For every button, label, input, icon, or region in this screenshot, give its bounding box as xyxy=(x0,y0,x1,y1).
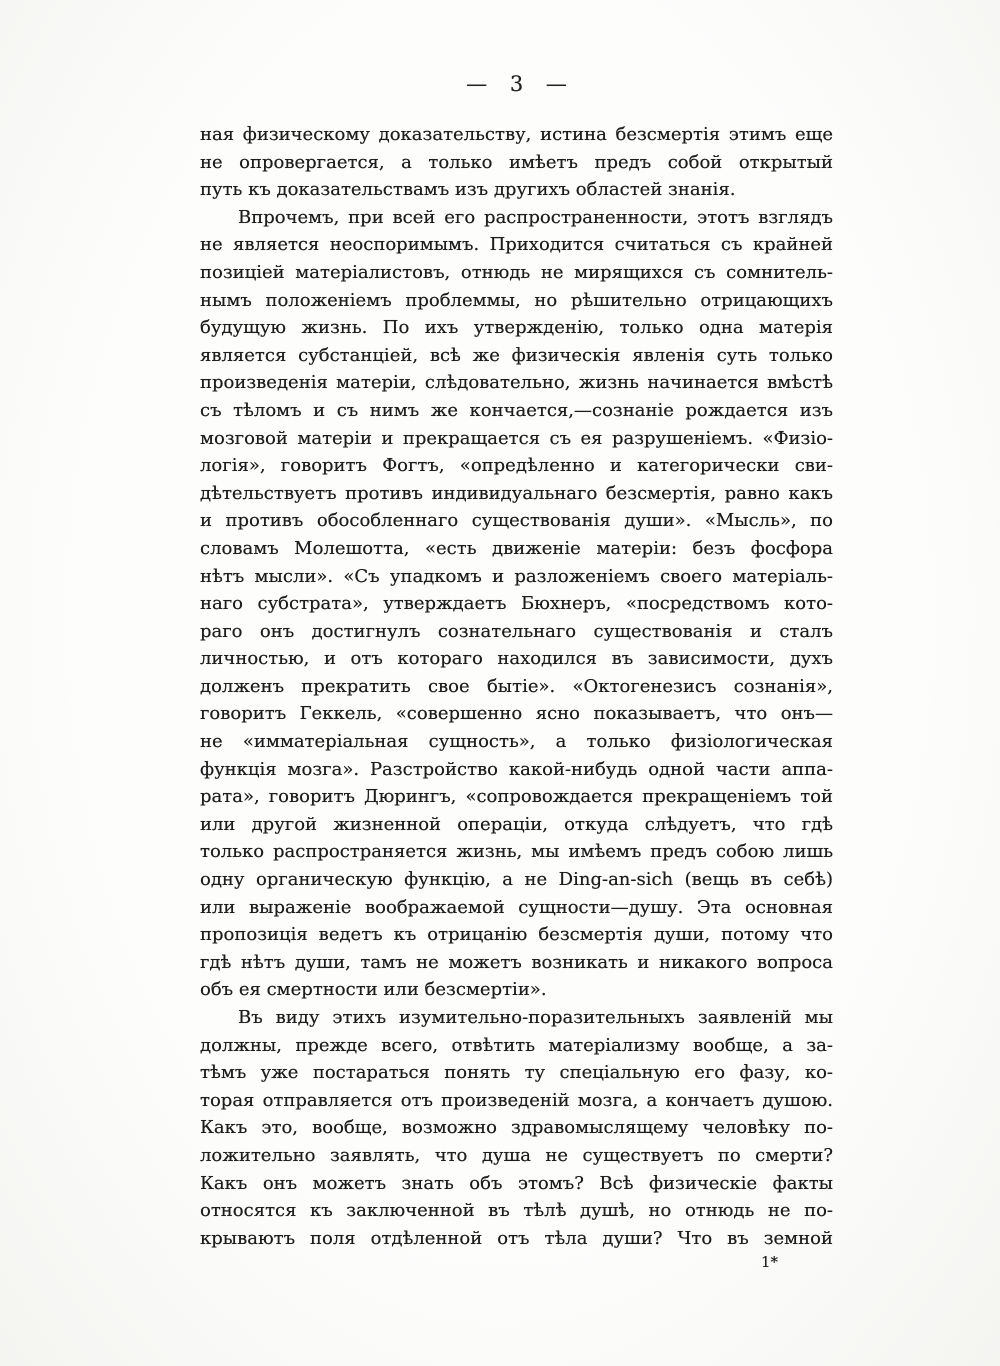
text-line: не является неоспоримымъ. Приходится считаться съ крайней xyxy=(200,234,833,256)
text-line: и противъ обособленнаго существованія души». «Мысль», по xyxy=(200,510,833,532)
text-line: путь къ доказательствамъ изъ другихъ областей знанія. xyxy=(200,179,736,201)
text-line: долженъ прекратить свое бытіе». «Октогенезисъ сознанія», xyxy=(200,675,833,697)
page-number: — 3 — xyxy=(466,72,567,96)
text-line: только распространяется жизнь, мы имѣемъ предъ собою лишь xyxy=(200,841,833,863)
text-line: личностью, и отъ котораго находился въ зависимости, духъ xyxy=(200,648,833,670)
text-line: пропозиція ведетъ къ отрицанію безсмертія души, потому что xyxy=(200,924,833,946)
page-text xyxy=(200,121,833,1252)
text-line: или выраженіе воображаемой сущности—душу. Эта основная xyxy=(200,896,833,918)
text-line: Въ виду этихъ изумительно-поразительныхъ заявленій мы xyxy=(238,1007,833,1028)
text-line: говоритъ Геккель, «совершенно ясно показываетъ, что онъ— xyxy=(200,703,833,725)
text-line: Впрочемъ, при всей его распространенности, этотъ взглядъ xyxy=(238,206,833,228)
text-line: нымъ положеніемъ проблеммы, но рѣшительно отрицающихъ xyxy=(200,289,833,311)
text-line: Какъ это, вообще, возможно здравомыслящему человѣку по- xyxy=(200,1117,833,1139)
text-line: или другой жизненной операціи, откуда слѣдуетъ, что гдѣ xyxy=(200,813,833,835)
text-line: съ тѣломъ и съ нимъ же кончается,—сознаніе рождается изъ xyxy=(200,399,833,421)
text-line: гдѣ нѣтъ души, тамъ не можетъ возникать и никакого вопроса xyxy=(200,951,833,973)
text-line: раго онъ достигнулъ сознательнаго существованія и сталъ xyxy=(200,620,833,642)
text-line: одну органическую функцію, а не Ding-an-sich (вещь въ себѣ) xyxy=(200,869,833,891)
text-line: не опровергается, а только имѣетъ предъ собой открытый xyxy=(200,151,833,173)
text-line: словамъ Молешотта, «есть движеніе матеріи: безъ фосфора xyxy=(200,537,833,559)
text-line: функція мозга». Разстройство какой-нибудь одной части аппа- xyxy=(200,758,833,780)
text-line: ная физическому доказательству, истина безсмертія этимъ еще xyxy=(200,124,833,145)
text-line: крываютъ поля отдѣленной отъ тѣла души? Что въ земной xyxy=(200,1227,833,1249)
text-line: является субстанціей, всѣ же физическія явленія суть только xyxy=(200,344,833,366)
text-line: не «имматеріальная сущность», а только физіологическая xyxy=(200,731,833,753)
text-line: должны, прежде всего, отвѣтить матеріализму вообще, а за- xyxy=(200,1034,833,1056)
text-line: наго субстрата», утверждаетъ Бюхнеръ, «посредствомъ кото- xyxy=(200,593,833,615)
text-line: ложительно заявлять, что душа не существуетъ по смерти? xyxy=(200,1144,833,1166)
text-line: тѣмъ уже постараться понять ту спеціальную его фазу, ко- xyxy=(200,1062,833,1084)
paragraph-continuation xyxy=(200,121,833,204)
text-line: торая отправляется отъ произведеній мозга, а кончаетъ душою. xyxy=(200,1089,833,1111)
paragraph-reply xyxy=(200,1004,833,1252)
paragraph-materialism xyxy=(200,204,833,1004)
text-line: произведенія матеріи, слѣдовательно, жизнь начинается вмѣстѣ xyxy=(200,372,833,394)
text-line: нѣтъ мысли». «Съ упадкомъ и разложеніемъ своего матеріаль- xyxy=(200,565,833,587)
signature-mark: 1* xyxy=(761,1253,779,1271)
text-line: рата», говоритъ Дюрингъ, «сопровождается прекращеніемъ той xyxy=(200,786,833,808)
text-line: относятся къ заключенной въ тѣлѣ душѣ, но отнюдь не по- xyxy=(200,1200,833,1222)
text-line: дѣтельствуетъ противъ индивидуальнаго безсмертія, равно какъ xyxy=(200,482,833,504)
text-line: позиціей матеріалистовъ, отнюдь не мирящихся съ сомнитель- xyxy=(200,261,833,283)
text-line: объ ея смертности или безсмертіи». xyxy=(200,979,547,1001)
text-line: будущую жизнь. По ихъ утвержденію, только одна матерія xyxy=(200,317,833,339)
text-line: мозговой матеріи и прекращается съ ея разрушеніемъ. «Физіо- xyxy=(200,427,833,449)
text-line: логія», говоритъ Фогтъ, «опредѣленно и категорически сви- xyxy=(200,455,833,477)
text-line: Какъ онъ можетъ знать объ этомъ? Всѣ физическіе факты xyxy=(200,1172,833,1194)
